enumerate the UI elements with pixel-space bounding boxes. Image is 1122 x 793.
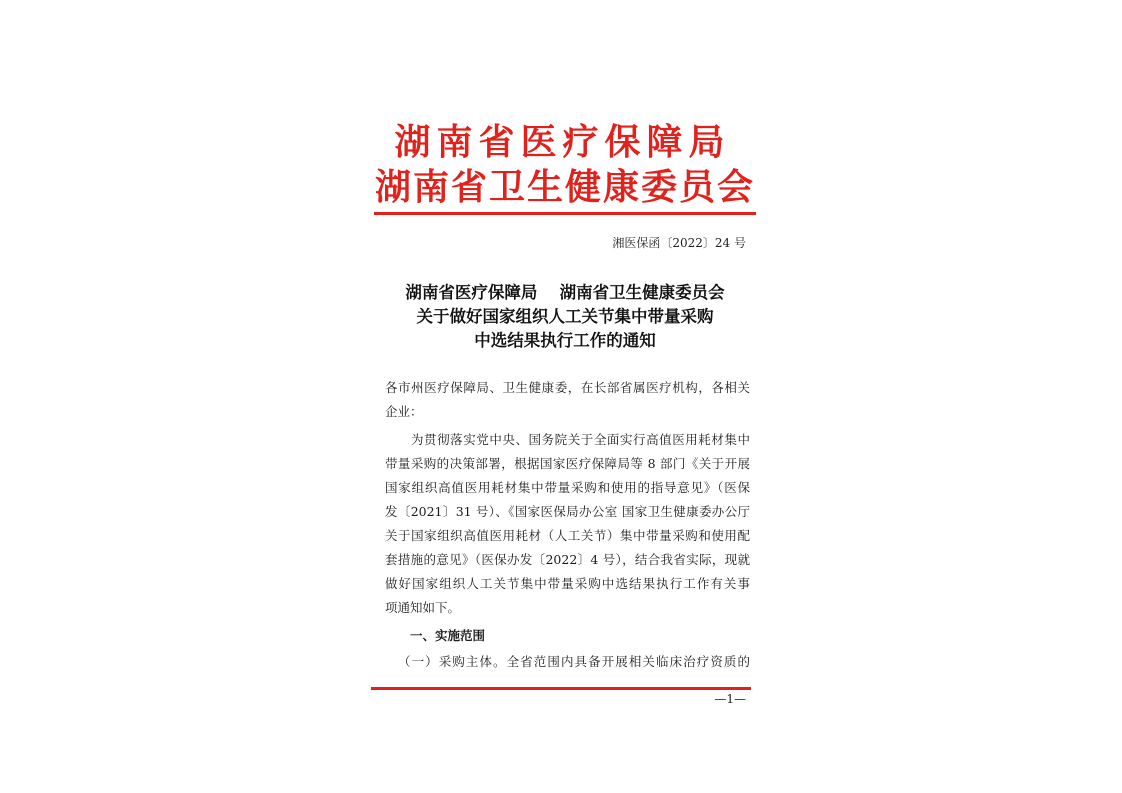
title-line-1: 湖南省医疗保障局 湖南省卫生健康委员会 xyxy=(405,283,725,302)
paragraph-line: 套措施的意见》（医保办发〔2022〕4 号），结合我省实际，现就 xyxy=(385,552,750,567)
addressee-line-2: 企业： xyxy=(385,404,423,419)
paragraph-line: 为贯彻落实党中央、国务院关于全面实行高值医用耗材集中 xyxy=(411,432,750,447)
section-heading: 一、实施范围 xyxy=(410,628,486,643)
paragraph-line: 带量采购的决策部署，根据国家医疗保障局等 8 部门《关于开展 xyxy=(385,456,750,471)
paragraph-line: 关于国家组织高值医用耗材（人工关节）集中带量采购和使用配 xyxy=(385,528,750,543)
page-number: —1— xyxy=(714,692,746,706)
addressee-line-1: 各市州医疗保障局、卫生健康委，在长部省属医疗机构，各相关 xyxy=(385,380,750,395)
red-separator-top xyxy=(374,212,756,215)
paragraph-line: 项通知如下。 xyxy=(385,600,461,615)
subsection-line: （一）采购主体。全省范围内具备开展相关临床治疗资质的 xyxy=(398,654,750,669)
issuer-name-line-1: 湖南省医疗保障局 xyxy=(394,121,731,163)
paragraph-line: 发〔2021〕31 号）、《国家医保局办公室 国家卫生健康委办公厅 xyxy=(385,504,750,519)
document-number: 湘医保函〔2022〕24 号 xyxy=(612,236,746,250)
title-line-3: 中选结果执行工作的通知 xyxy=(474,331,656,350)
paragraph-line: 国家组织高值医用耗材集中带量采购和使用的指导意见》（医保 xyxy=(385,480,750,495)
title-line-2: 关于做好国家组织人工关节集中带量采购 xyxy=(416,307,714,326)
red-separator-bottom xyxy=(371,687,751,690)
issuer-name-line-2: 湖南省卫生健康委员会 xyxy=(375,166,756,208)
paragraph-line: 做好国家组织人工关节集中带量采购中选结果执行工作有关事 xyxy=(385,576,750,591)
